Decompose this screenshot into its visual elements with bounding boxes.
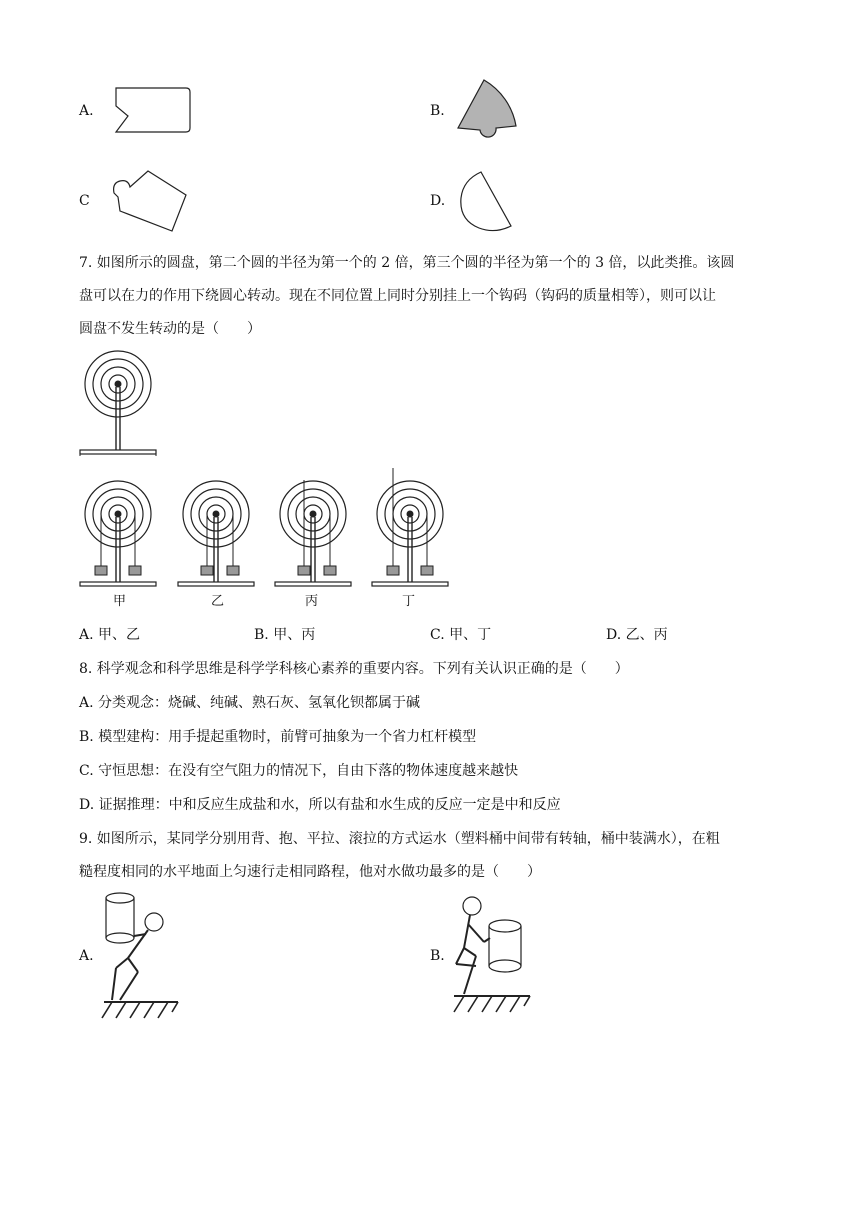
q9-option-a-label[interactable]: A. (79, 948, 94, 964)
q6-option-b-label: B. (430, 103, 445, 119)
q7-option-d[interactable]: D. 乙、丙 (606, 627, 668, 643)
q8-option-d[interactable]: D. 证据推理：中和反应生成盐和水，所以有盐和水生成的反应一定是中和反应 (79, 797, 561, 813)
q7-option-b[interactable]: B. 甲、丙 (254, 627, 316, 643)
q7-disk-bing-figure (271, 470, 361, 595)
q6-option-d-label: D. (430, 193, 446, 209)
q7-disk-yi-figure (174, 470, 264, 595)
q9-option-b-figure (448, 894, 538, 1024)
q7-stem-line-3: 圆盘不发生转动的是（ ） (79, 321, 261, 337)
q7-disk-jia-figure (76, 470, 166, 595)
q7-figure-label-bing: 丙 (305, 594, 319, 609)
q7-stem-line-2: 盘可以在力的作用下绕圆心转动。现在不同位置上同时分别挂上一个钩码（钩码的质量相等），则可以让 (79, 288, 716, 304)
q7-option-a[interactable]: A. 甲、乙 (79, 627, 141, 643)
q8-option-b[interactable]: B. 模型建构：用手提起重物时，前臂可抽象为一个省力杠杆模型 (79, 729, 477, 745)
q6-option-d-figure (455, 168, 525, 238)
q7-figure-label-jia: 甲 (113, 594, 127, 609)
q8-option-a[interactable]: A. 分类观念：烧碱、纯碱、熟石灰、氢氧化钡都属于碱 (79, 695, 421, 711)
q7-reference-disk-figure (76, 350, 166, 460)
q6-option-a-figure (112, 86, 192, 138)
q7-stem-line-1: 7. 如图所示的圆盘，第二个圆的半径为第一个的 2 倍，第三个圆的半径为第一个的 3 倍，以此类推。该圆 (79, 255, 735, 271)
q9-option-b-label[interactable]: B. (430, 948, 445, 964)
q9-stem-line-2: 糙程度相同的水平地面上匀速行走相同路程，他对水做功最多的是（ ） (79, 864, 541, 880)
q7-figure-label-ding: 丁 (402, 594, 416, 609)
q7-disk-ding-figure (368, 466, 458, 591)
q8-stem: 8. 科学观念和科学思维是科学学科核心素养的重要内容。下列有关认识正确的是（ ） (79, 661, 629, 677)
q6-option-a-label: A. (79, 103, 94, 119)
q7-option-c[interactable]: C. 甲、丁 (430, 627, 492, 643)
q7-figure-label-yi: 乙 (211, 594, 225, 609)
q9-stem-line-1: 9. 如图所示，某同学分别用背、抱、平拉、滚拉的方式运水（塑料桶中间带有转轴，桶中装满水），在粗 (79, 831, 720, 847)
q6-option-b-figure (454, 78, 524, 148)
q6-option-c-figure (108, 165, 198, 235)
q6-option-c-label: C (79, 193, 90, 209)
q9-option-a-figure (98, 888, 188, 1028)
q8-option-c[interactable]: C. 守恒思想：在没有空气阻力的情况下，自由下落的物体速度越来越快 (79, 763, 519, 779)
